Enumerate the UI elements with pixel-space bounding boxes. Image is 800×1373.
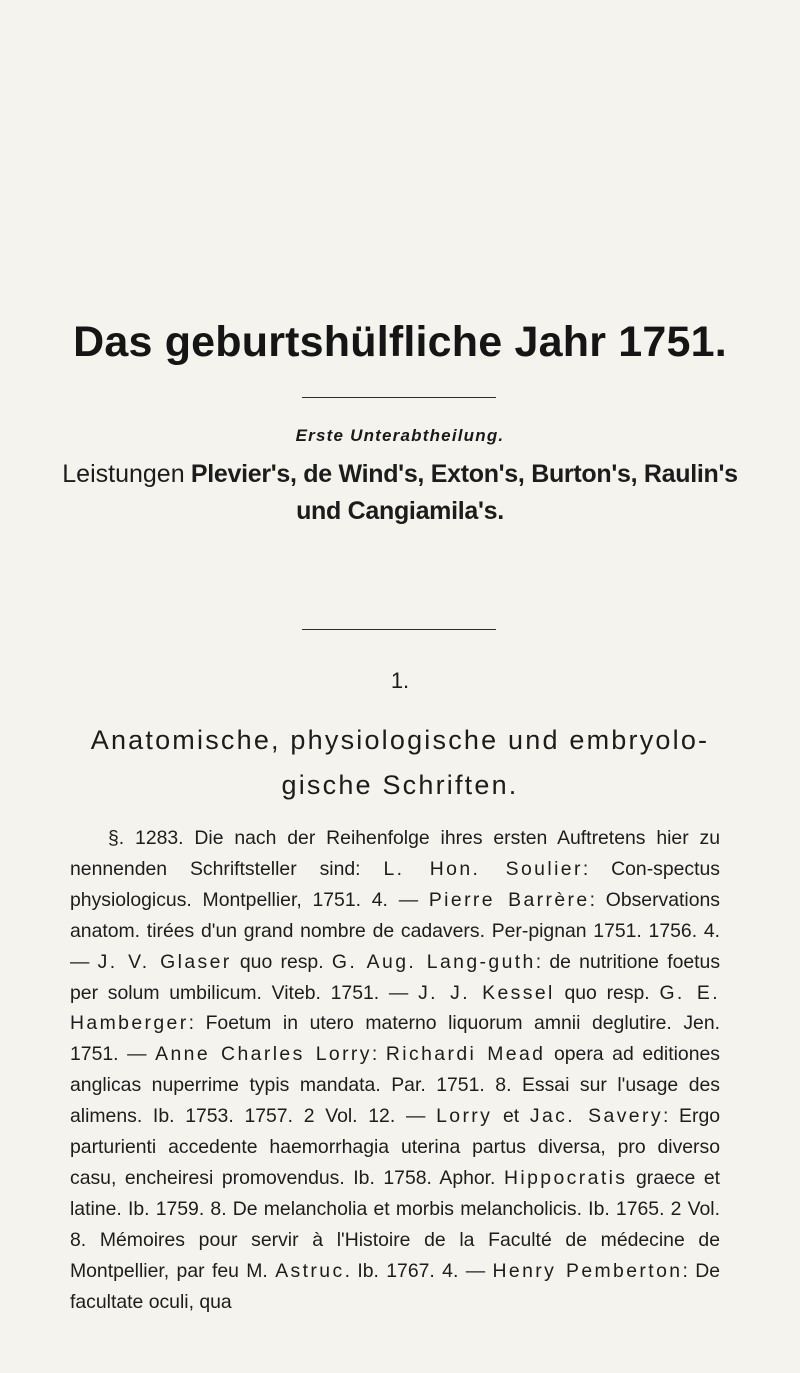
contributions-lead: Leistungen [62, 460, 185, 488]
author-name: Astruc [275, 1259, 345, 1282]
text-run: . Ib. 1767. 4. — [344, 1259, 493, 1282]
contributions-names-line1: Plevier's, de Wind's, Exton's, Burton's, Raulin's [190, 460, 738, 488]
section-title [60, 718, 740, 808]
divider-rule-top [302, 397, 496, 398]
section-title-line2: gische Schriften. [281, 770, 519, 800]
author-name: Pierre Barrère [428, 888, 590, 911]
text-run: quo resp. [231, 950, 332, 973]
author-name: J. J. Kessel [418, 981, 555, 1004]
divider-rule-bottom [302, 629, 496, 630]
body-paragraph [70, 823, 720, 1318]
section-title-line1: Anatomische, physiologische und embryolo- [90, 725, 710, 755]
text-run: opera ad editiones anglicas nuperrime typis mandata. Par. 1751. 8. Essai sur l'usage des alimens. Ib. 1753. 1757. 2 Vol. 12. — [70, 1043, 720, 1128]
text-run: : Con-spectus physiologicus. Montpellier, 1751. 4. — [70, 857, 720, 911]
contributions-heading [0, 456, 800, 530]
author-name: Jac. Savery [529, 1105, 663, 1128]
author-name: Anne Charles Lorry [155, 1043, 372, 1066]
section-number: 1. [390, 668, 410, 693]
author-name: J. V. Glaser [97, 950, 232, 973]
author-name: Lorry [436, 1105, 493, 1128]
author-name: G. E. Hamberger [70, 981, 720, 1035]
text-run: : de nutritione foetus per solum umbilicum. Viteb. 1751. — [70, 950, 721, 1004]
text-run: : Foetum in utero materno liquorum amnii deglutire. Jen. 1751. — [70, 1012, 720, 1066]
contributions-names-line2: und Cangiamila's. [296, 497, 504, 525]
author-name: Hippocratis [504, 1166, 628, 1189]
text-run: : Ergo parturienti accedente haemorrhagia uterina partus diversa, pro diverso casu, encheiresi promovendus. Ib. 1758. Aphor. [70, 1105, 721, 1189]
text-run: : [371, 1043, 386, 1066]
text-run: quo resp. [554, 981, 660, 1004]
author-name: G. Aug. Lang-guth [331, 950, 536, 973]
text-run: graece et latine. Ib. 1759. 8. De melancholia et morbis melancholicis. Ib. 1765. 2 Vol. 8. Mémoires pour servir à l'Histoire de la Faculté de médecine de Montpellier, par feu M. [70, 1166, 720, 1282]
author-name: Henry Pemberton [492, 1259, 683, 1282]
text-run: et [492, 1105, 530, 1128]
text-run: §. 1283. Die nach der Reihenfolge ihres ersten Auftretens hier zu nennenden Schriftsteller sind: [70, 827, 720, 880]
text-run: : Observations anatom. tirées d'un grand nombre de cadavers. Per-pignan 1751. 1756. 4. — [70, 888, 720, 973]
author-name: L. Hon. Soulier [383, 857, 583, 880]
text-run: : De facultate oculi, qua [70, 1259, 720, 1313]
author-name: Richardi Mead [385, 1043, 546, 1066]
subdivision-heading: Erste Unterabtheilung. [295, 426, 505, 445]
chapter-title: Das geburtshülfliche Jahr 1751. [73, 318, 727, 366]
